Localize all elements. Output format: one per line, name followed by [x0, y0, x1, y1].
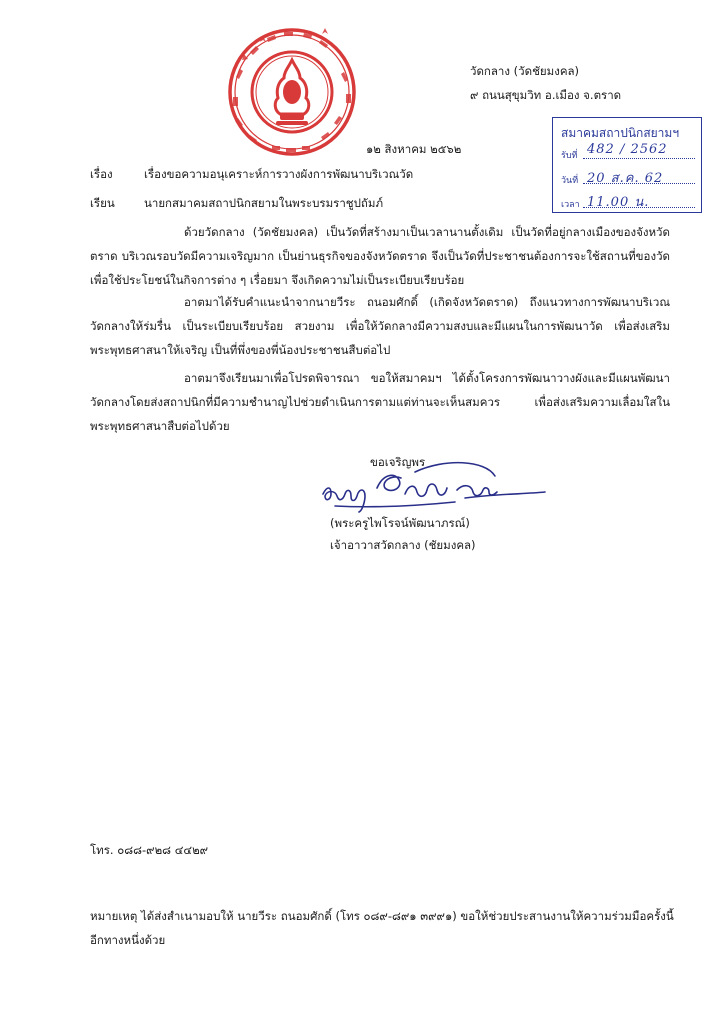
- receipt-date-label: วันที่: [561, 176, 579, 186]
- signer-name: (พระครูไพโรจน์พัฒนาภรณ์): [330, 516, 470, 530]
- body-paragraph-text: ด้วยวัดกลาง (วัดชัยมงคล) เป็นวัดที่สร้างมาเป็นเวลานานตั้งเดิม เป็นวัดที่อยู่กลางเมืองของจังหวัดตราด บริเวณรอบวัดมีความเจริญมาก เป็นย่านธุรกิจของจังหวัดตราด จึงเป็นวัดที่ประชาชนต้องการจะใช้สถานที่ของวัดเพื่อใช้ประโยชน์ในกิจการต่าง ๆ เรื่อยมา จึงเกิดความไม่เป็นระเบียบเรียบร้อย: [90, 225, 670, 287]
- body-paragraph: [90, 366, 670, 438]
- temple-seal-stamp: [222, 22, 362, 162]
- body-paragraph: [90, 220, 670, 292]
- subject-label: เรื่อง: [90, 167, 113, 181]
- signer-title: เจ้าอาวาสวัดกลาง (ชัยมงคล): [330, 538, 476, 552]
- receipt-number-value: 482 / 2562: [587, 142, 668, 157]
- note-line-2: อีกทางหนึ่งด้วย: [90, 933, 166, 947]
- phone-number: โทร. ๐๘๘-๙๒๘ ๔๔๒๙: [90, 843, 209, 857]
- letter-date: ๑๒ สิงหาคม ๒๕๖๒: [366, 142, 462, 156]
- receipt-time-label: เวลา: [561, 200, 580, 210]
- receipt-number-label: รับที่: [561, 151, 578, 161]
- sender-name: วัดกลาง (วัดชัยมงคล): [470, 64, 580, 78]
- closing-text: ขอเจริญพร: [370, 455, 426, 469]
- body-paragraph-text: อาตมาได้รับคำแนะนำจากนายวีระ ถนอมศักดิ์ (เกิดจังหวัดตราด) ถึงแนวทางการพัฒนาบริเวณวัดกลางให้ร่มรื่น เป็นระเบียบเรียบร้อย สวยงาม เพื่อให้วัดกลางมีความสงบและมีแผนในการพัฒนาวัด เพื่อส่งเสริมพระพุทธศาสนาให้เจริญ เป็นที่พึ่งของพี่น้องประชาชนสืบต่อไป: [90, 295, 670, 357]
- body-paragraph-text: อาตมาจึงเรียนมาเพื่อโปรดพิจารณา ขอให้สมาคมฯ ได้ตั้งโครงการพัฒนาวางผังและมีแผนพัฒนาวัดกลางโดยส่งสถาปนิกที่มีความชำนาญไปช่วยดำเนินการตามแต่ท่านจะเห็นสมควร เพื่อส่งเสริมความเลื่อมใสในพระพุทธศาสนาสืบต่อไปด้วย: [90, 371, 670, 433]
- receipt-time-value: 11.00 น.: [587, 195, 650, 210]
- receipt-stamp-title: สมาคมสถาปนิกสยามฯ: [561, 126, 680, 140]
- receipt-stamp: [552, 117, 702, 213]
- sender-address: ๙ ถนนสุขุมวิท อ.เมือง จ.ตราด: [470, 88, 622, 102]
- note-line-1: หมายเหตุ ได้ส่งสำเนามอบให้ นายวีระ ถนอมศักดิ์ (โทร ๐๘๙-๘๙๑ ๓๙๙๑) ขอให้ช่วยประสานงานให้ความร่วมมือครั้งนี้: [90, 909, 674, 923]
- recipient-label: เรียน: [90, 196, 115, 210]
- recipient-text: นายกสมาคมสถาปนิกสยามในพระบรมราชูปถัมภ์: [144, 196, 384, 210]
- handwritten-signature: [315, 458, 555, 518]
- receipt-date-value: 20 ส.ค. 62: [587, 171, 664, 186]
- subject-text: เรื่องขอความอนุเคราะห์การวางผังการพัฒนาบริเวณวัด: [144, 167, 414, 181]
- body-paragraph: [90, 290, 670, 362]
